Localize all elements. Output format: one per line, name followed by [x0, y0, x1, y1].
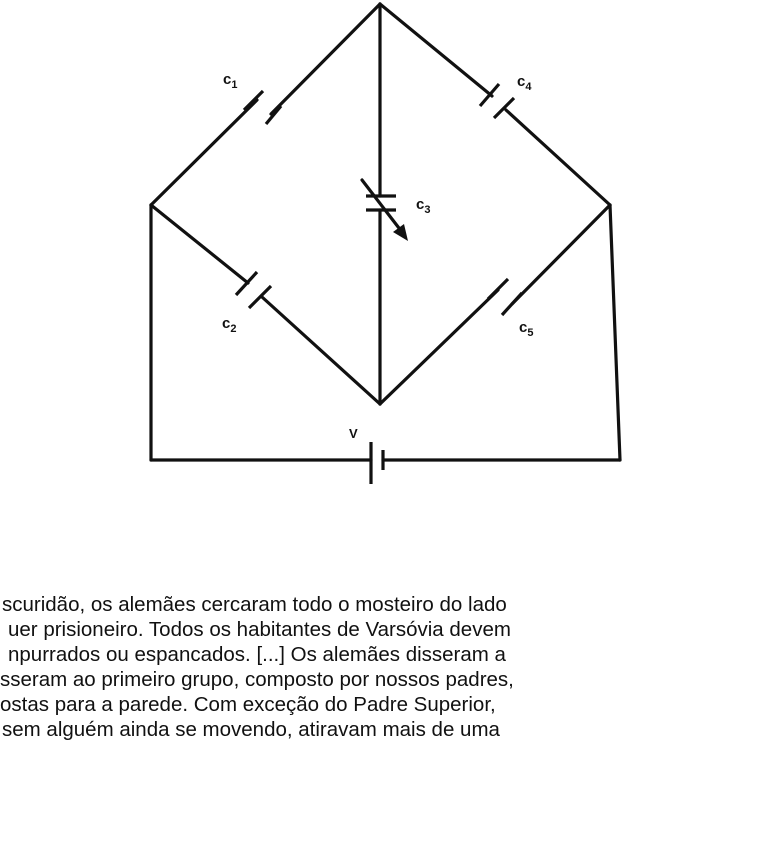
capacitor-c3-variable — [362, 180, 408, 241]
passage-line-4: sseram ao primeiro grupo, composto por nossos padres, — [0, 668, 514, 691]
passage-line-5: ostas para a parede. Com exceção do Padre Superior, — [0, 693, 496, 716]
variable-arrow-head — [393, 224, 408, 241]
passage-line-2: uer prisioneiro. Todos os habitantes de Varsóvia devem — [8, 618, 511, 641]
passage-line-1: scuridão, os alemães cercaram todo o mosteiro do lado — [2, 593, 507, 616]
label-c3: $c_3$ — [416, 196, 431, 216]
label-c1: $c_1$ — [223, 71, 238, 91]
label-c4: $c_4$ — [517, 73, 532, 93]
capacitor-c5 — [488, 279, 522, 315]
label-c2: $c_2$ — [222, 315, 237, 335]
label-c5: $c_5$ — [519, 319, 534, 339]
label-v: V — [349, 426, 358, 441]
passage-line-3: npurrados ou espancados. [...] Os alemães disseram a — [8, 643, 506, 666]
passage-line-6: sem alguém ainda se movendo, atiravam mais de uma — [2, 718, 500, 741]
battery-v — [371, 442, 383, 484]
circuit-wires — [151, 4, 620, 460]
